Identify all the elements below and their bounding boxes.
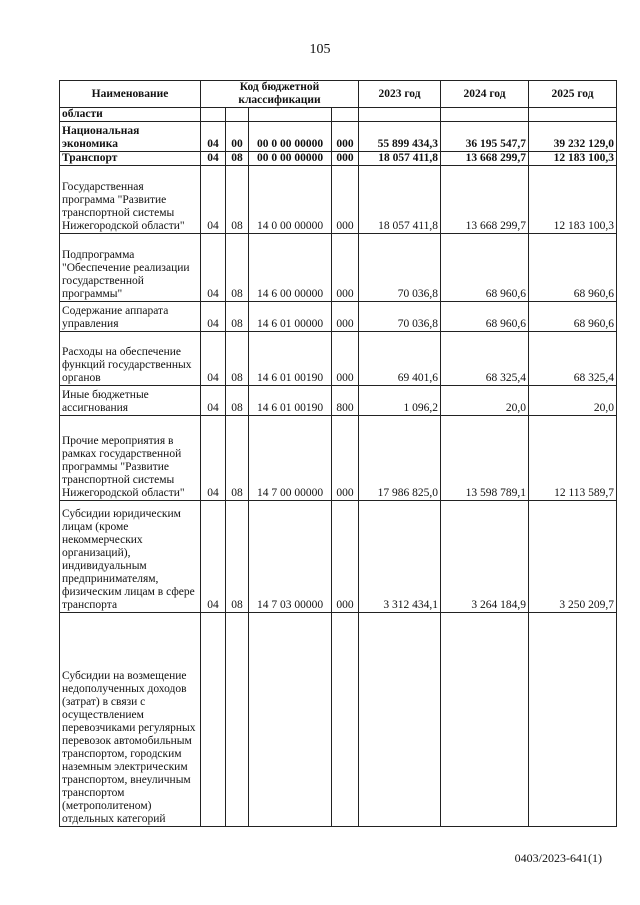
value-2023: 70 036,8 [359,234,441,302]
subsection-code: 08 [226,416,249,501]
row-name: Субсидии на возмещение недополученных доходов (затрат) в связи с осуществлением перевозчиками регулярных перевозок автомобильным транспортом, городским наземным электрическим транспортом, внеуличным транспортом (метрополитеном) отдельных категорий [60,613,201,827]
value-2023: 55 899 434,3 [359,122,441,152]
table-header-row [60,81,617,108]
expense-type-code: 000 [332,234,359,302]
row-name: Подпрограмма "Обеспечение реализации государственной программы" [60,234,201,302]
value-2024 [441,613,529,827]
section-code: 04 [201,302,226,332]
document-code: 0403/2023-641(1) [514,851,602,865]
subsection-code: 08 [226,234,249,302]
value-2023: 70 036,8 [359,302,441,332]
value-2024: 13 668 299,7 [441,152,529,166]
subsection-code: 08 [226,166,249,234]
value-2024: 36 195 547,7 [441,122,529,152]
value-2025: 68 960,6 [529,234,617,302]
row-name: Субсидии юридическим лицам (кроме некоммерческих организаций), индивидуальным предпринимателям, физическим лицам в сфере транспорта [60,501,201,613]
subsection-code: 08 [226,386,249,416]
header-2024: 2024 год [441,81,529,108]
value-2025 [529,613,617,827]
row-name: Содержание аппарата управления [60,302,201,332]
row-name: Государственная программа "Развитие транспортной системы Нижегородской области" [60,166,201,234]
subsection-code: 00 [226,122,249,152]
target-article-code: 00 0 00 00000 [249,122,332,152]
target-article-code: 00 0 00 00000 [249,152,332,166]
target-article-code: 14 6 01 00000 [249,302,332,332]
target-article-code [249,108,332,122]
row-name: Прочие мероприятия в рамках государственной программы "Развитие транспортной системы Нижегородской области" [60,416,201,501]
value-2023 [359,613,441,827]
value-2023: 1 096,2 [359,386,441,416]
value-2024: 68 960,6 [441,234,529,302]
table-row [60,332,617,386]
value-2025: 12 183 100,3 [529,152,617,166]
table-row [60,234,617,302]
value-2024: 3 264 184,9 [441,501,529,613]
value-2023: 69 401,6 [359,332,441,386]
subsection-code [226,108,249,122]
header-2023: 2023 год [359,81,441,108]
row-name: Национальная экономика [60,122,201,152]
table-row [60,416,617,501]
value-2025: 12 113 589,7 [529,416,617,501]
section-code: 04 [201,501,226,613]
section-code: 04 [201,166,226,234]
value-2025: 39 232 129,0 [529,122,617,152]
table-row [60,122,617,152]
expense-type-code: 000 [332,416,359,501]
section-code [201,613,226,827]
row-name: Иные бюджетные ассигнования [60,386,201,416]
target-article-code: 14 7 00 00000 [249,416,332,501]
table-row [60,386,617,416]
target-article-code: 14 6 01 00190 [249,386,332,416]
expense-type-code: 000 [332,152,359,166]
value-2025: 20,0 [529,386,617,416]
value-2023: 18 057 411,8 [359,166,441,234]
section-code [201,108,226,122]
target-article-code: 14 6 01 00190 [249,332,332,386]
expense-type-code [332,108,359,122]
expense-type-code [332,613,359,827]
section-code: 04 [201,122,226,152]
expense-type-code: 000 [332,302,359,332]
value-2023: 18 057 411,8 [359,152,441,166]
row-name: Транспорт [60,152,201,166]
value-2023: 3 312 434,1 [359,501,441,613]
value-2023 [359,108,441,122]
subsection-code: 08 [226,302,249,332]
value-2025 [529,108,617,122]
value-2025: 12 183 100,3 [529,166,617,234]
value-2024 [441,108,529,122]
header-name: Наименование [60,81,201,108]
section-code: 04 [201,152,226,166]
header-2025: 2025 год [529,81,617,108]
value-2025: 3 250 209,7 [529,501,617,613]
subsection-code: 08 [226,332,249,386]
expense-type-code: 000 [332,332,359,386]
value-2025: 68 960,6 [529,302,617,332]
table-row [60,166,617,234]
header-code: Код бюджетной классификации [201,81,359,108]
expense-type-code: 800 [332,386,359,416]
section-code: 04 [201,386,226,416]
value-2024: 13 598 789,1 [441,416,529,501]
expense-type-code: 000 [332,122,359,152]
value-2025: 68 325,4 [529,332,617,386]
expense-type-code: 000 [332,166,359,234]
table-row [60,613,617,827]
page-number: 105 [309,42,331,57]
table-row [60,152,617,166]
expense-type-code: 000 [332,501,359,613]
value-2024: 20,0 [441,386,529,416]
value-2024: 68 960,6 [441,302,529,332]
table-row [60,501,617,613]
section-code: 04 [201,332,226,386]
subsection-code: 08 [226,501,249,613]
subsection-code [226,613,249,827]
row-name: области [60,108,201,122]
section-code: 04 [201,416,226,501]
budget-table [59,80,617,827]
section-code: 04 [201,234,226,302]
value-2023: 17 986 825,0 [359,416,441,501]
value-2024: 68 325,4 [441,332,529,386]
table-row [60,302,617,332]
target-article-code [249,613,332,827]
target-article-code: 14 0 00 00000 [249,166,332,234]
target-article-code: 14 6 00 00000 [249,234,332,302]
subsection-code: 08 [226,152,249,166]
row-name: Расходы на обеспечение функций государственных органов [60,332,201,386]
table-row [60,108,617,122]
target-article-code: 14 7 03 00000 [249,501,332,613]
value-2024: 13 668 299,7 [441,166,529,234]
